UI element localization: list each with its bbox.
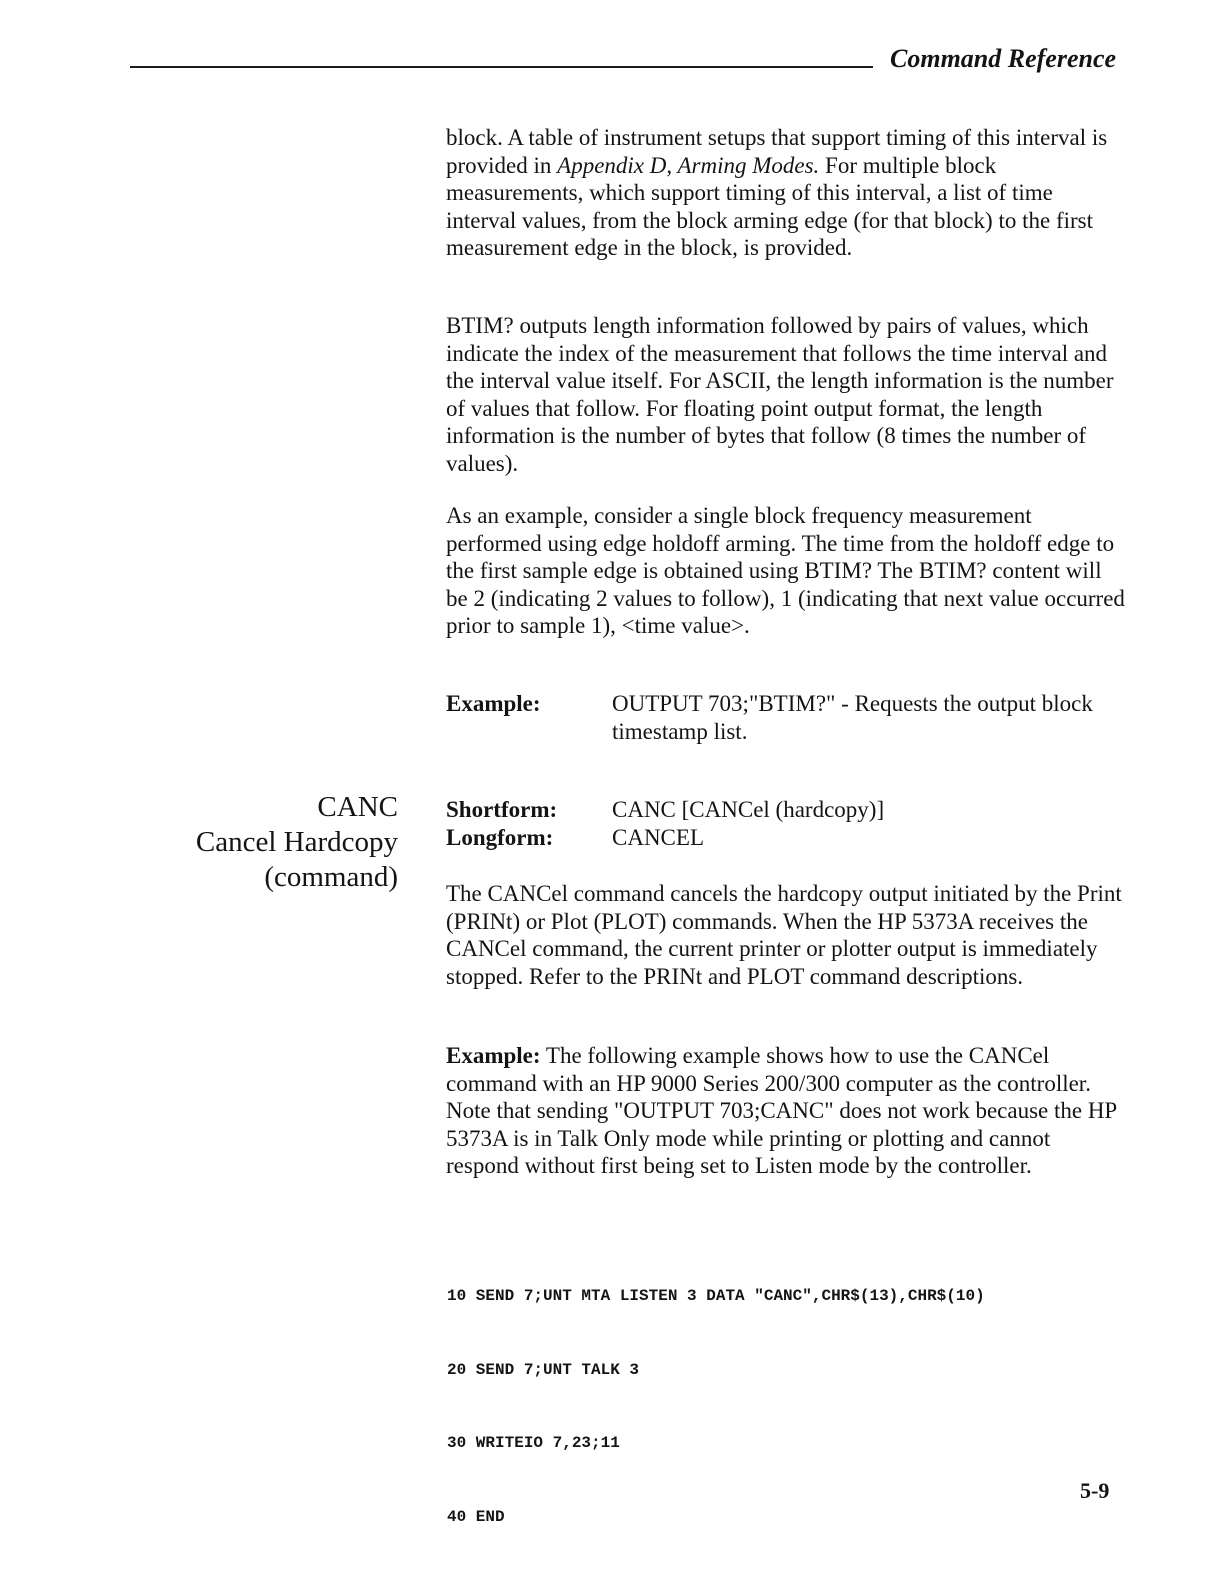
canc-example-label: Example: [446, 1043, 541, 1068]
longform-value: CANCEL [612, 825, 704, 850]
running-header-title: Command Reference [890, 44, 1117, 73]
canc-example-text: The following example shows how to use the CANCel command with an HP 9000 Series 200/300 computer as the controller. Note that sending "OUTPUT 703;CANC" does not work because the HP 5373A is in Talk Only mode while printing or plotting and cannot respond without first being set to Listen mode by the controller. [446, 1043, 1117, 1179]
page-number: 5-9 [1080, 1478, 1110, 1503]
canc-section-heading [196, 790, 398, 895]
shortform-label: Shortform: [446, 797, 558, 822]
code-line: 20 SEND 7;UNT TALK 3 [447, 1360, 640, 1379]
canc-description [446, 880, 1126, 990]
appendix-reference: Appendix D, Arming Modes. [557, 152, 820, 178]
btim-example-text: OUTPUT 703;"BTIM?" - Requests the output block timestamp list. [612, 691, 1093, 744]
code-line: 10 SEND 7;UNT MTA LISTEN 3 DATA "CANC",CHR$(13),CHR$(10) [447, 1287, 985, 1305]
canc-description-text: The CANCel command cancels the hardcopy output initiated by the Print (PRINt) or Plot (PLOT) commands. When the HP 5373A receives the CANCel command, the current printer or plotter output is immediately stopped. Refer to the PRINt and PLOT command descriptions. [446, 881, 1122, 989]
code-line: 40 END [447, 1507, 505, 1526]
code-line: 30 WRITEIO 7,23;11 [447, 1434, 620, 1452]
btim-example-label: Example: [446, 691, 541, 716]
canc-heading-type: (command) [264, 861, 398, 893]
code-listing [447, 1235, 985, 1554]
header-rule [130, 66, 873, 68]
btim-paragraph-2 [446, 312, 1126, 478]
canc-heading-code: CANC [317, 791, 398, 823]
canc-heading-name: Cancel Hardcopy [195, 826, 398, 858]
canc-example-paragraph [446, 1042, 1126, 1180]
btim-paragraph-3 [446, 502, 1126, 640]
btim-paragraph-1-text-b: For multiple block measurements, which support timing of this interval, a list of time interval values, from the block arming edge (for that block) to the first measurement edge in the block, is provided. [446, 152, 1093, 261]
btim-paragraph-2-text: BTIM? outputs length information followed by pairs of values, which indicate the index of the measurement that follows the time interval and the interval value itself. For ASCII, the length information is the number of values that follow. For floating point output format, the length information is the number of bytes that follow (8 times the number of values). [446, 313, 1114, 476]
btim-paragraph-1 [446, 124, 1126, 262]
longform-label: Longform: [446, 825, 554, 850]
shortform-value: CANC [CANCel (hardcopy)] [612, 797, 885, 822]
btim-paragraph-1-text-a: block. A table of instrument setups that support timing of this interval is provided in [446, 125, 1108, 178]
btim-paragraph-3-text: As an example, consider a single block frequency measurement performed using edge holdoff arming. The time from the holdoff edge to the first sample edge is obtained using BTIM? The BTIM? content will be 2 (indicating 2 values to follow), 1 (indicating that next value occurred prior to sample 1), <time value>. [446, 503, 1125, 639]
